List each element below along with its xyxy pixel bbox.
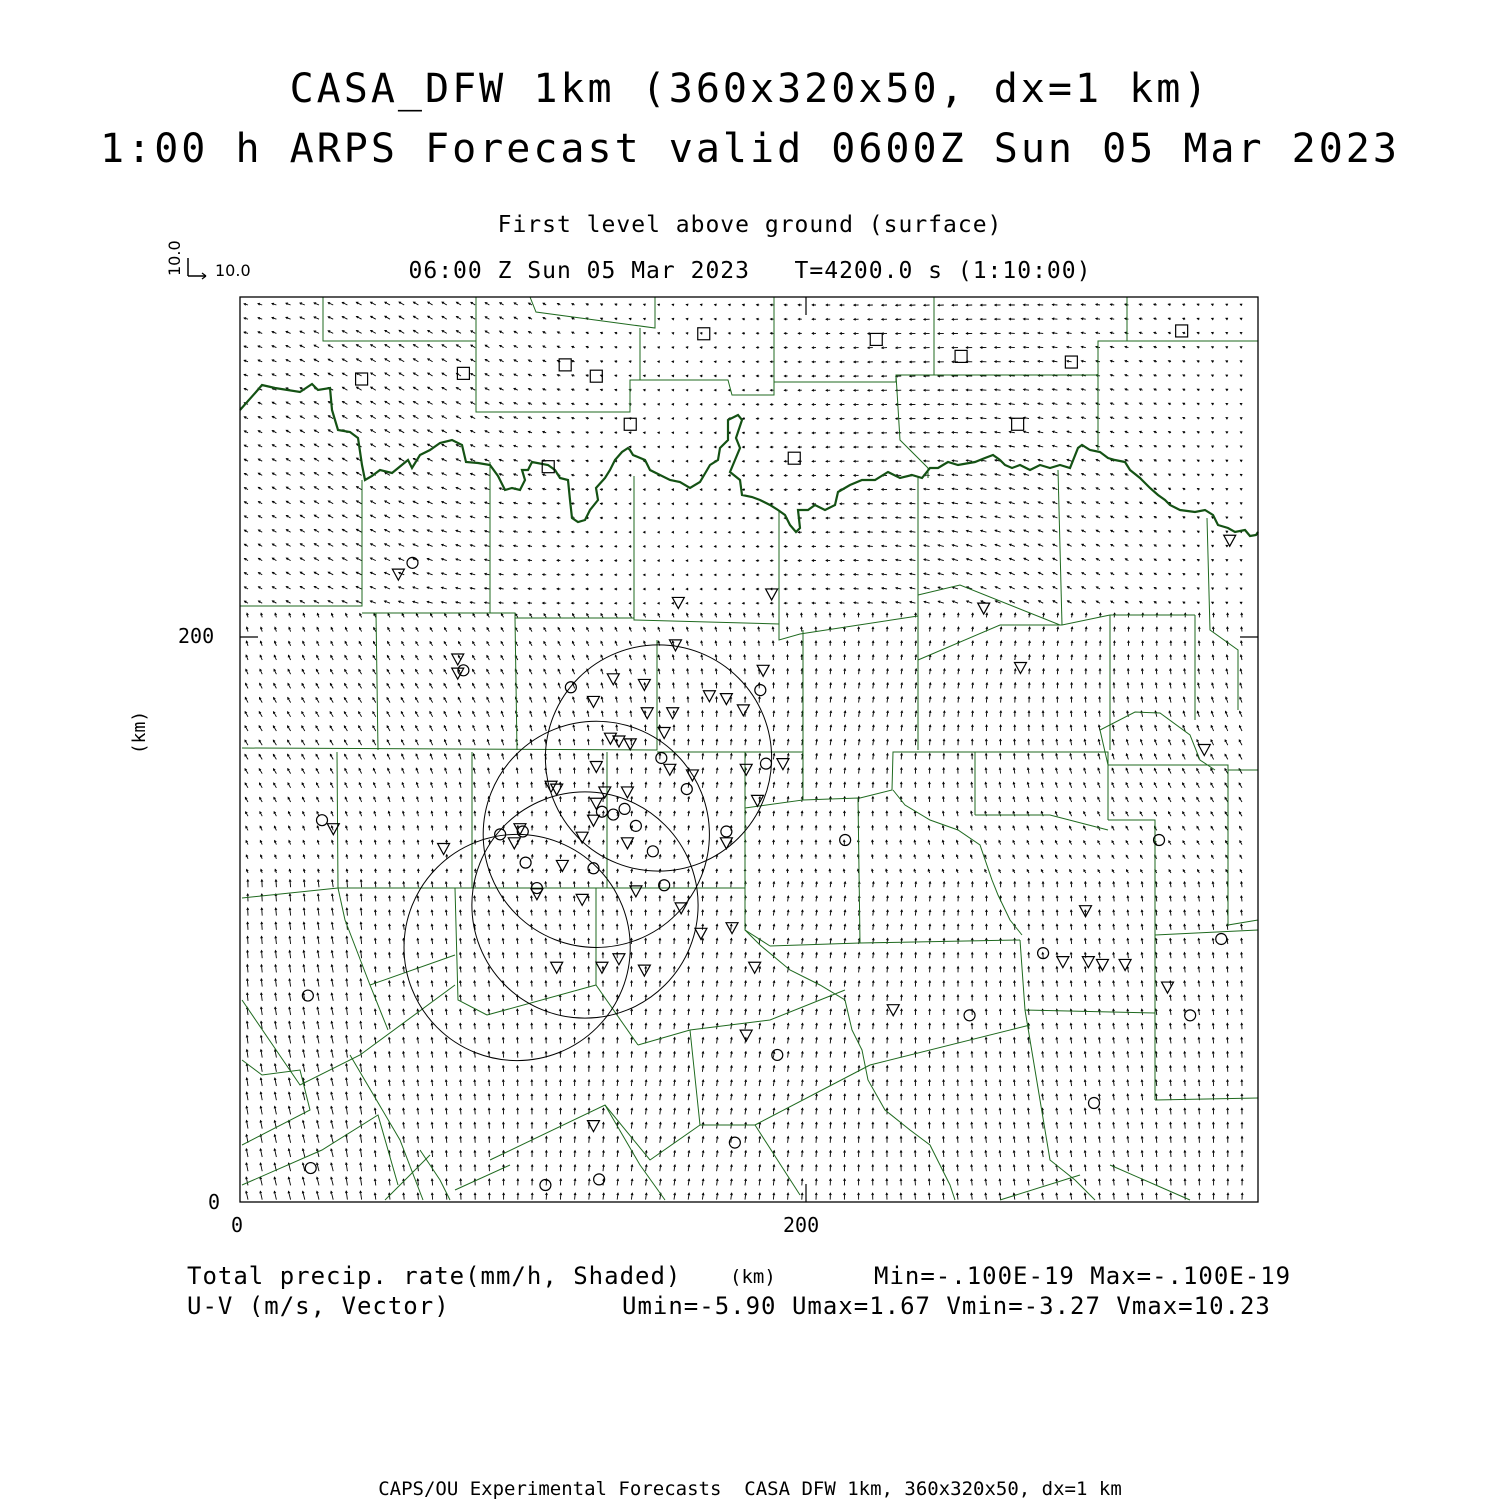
chart-title-line1: CASA_DFW 1km (360x320x50, dx=1 km)	[289, 66, 1211, 112]
wind-vectors	[244, 302, 1243, 1200]
reference-vector-u-label: 10.0	[215, 261, 251, 280]
chart-title-line2: 1:00 h ARPS Forecast valid 0600Z Sun 05 Mar 2023	[100, 126, 1400, 172]
chart-subtitle: First level above ground (surface)	[497, 212, 1003, 238]
valid-time-label: 06:00 Z Sun 05 Mar 2023 T=4200.0 s (1:10:00)	[408, 258, 1092, 284]
reference-vector-v-label: 10.0	[165, 240, 184, 276]
reference-vector	[165, 240, 251, 280]
